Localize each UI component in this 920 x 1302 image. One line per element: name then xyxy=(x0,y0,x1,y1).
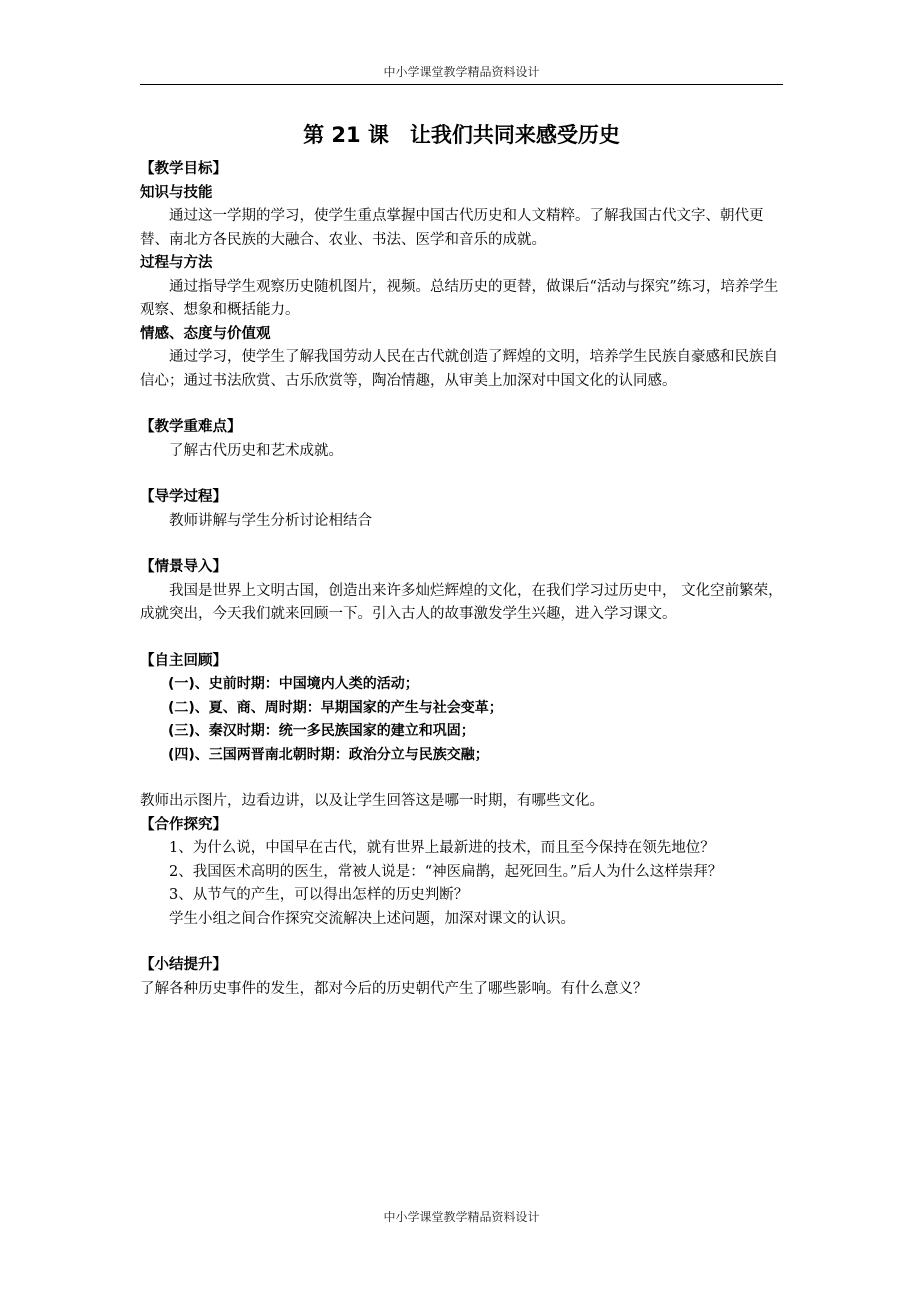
explore-question: 3、从节气的产生，可以得出怎样的历史判断？ xyxy=(169,887,469,903)
guide-heading: 【导学过程】 xyxy=(140,489,227,505)
key-points-text: 了解古代历史和艺术成就。 xyxy=(169,442,343,459)
summary-heading: 【小结提升】 xyxy=(140,957,227,973)
key-points-heading: 【教学重难点】 xyxy=(140,419,242,435)
knowledge-text: 通过这一学期的学习，使学生重点掌握中国古代历史和人文精粹。了解我国古代文字、朝代更替、南北方各民族的大融合、农业、书法、医学和音乐的成就。 xyxy=(140,208,764,248)
lesson-title: 第 21 课 让我们共同来感受历史 xyxy=(303,123,620,147)
review-item: (四)、三国两晋南北朝时期：政治分立与民族交融； xyxy=(168,746,489,763)
review-heading: 【自主回顾】 xyxy=(140,652,227,669)
knowledge-label: 知识与技能 xyxy=(140,184,213,201)
review-item: (二)、夏、商、周时期：早期国家的产生与社会变革； xyxy=(168,699,503,716)
page-header: 中小学课堂教学精品资料设计 xyxy=(140,63,783,85)
process-text: 通过指导学生观察历史随机图片，视频。总结历史的更替，做课后“活动与探究”练习，培养学生观察、想象和概括能力。 xyxy=(140,278,779,318)
explore-heading: 【合作探究】 xyxy=(140,816,227,833)
summary-text: 了解各种历史事件的发生，都对今后的历史朝代产生了哪些影响。有什么意义？ xyxy=(140,980,648,997)
explore-question: 2、我国医术高明的医生，常被人说是：“神医扁鹊，起死回生。”后人为什么这样崇拜？ xyxy=(169,863,723,880)
objectives-heading: 【教学目标】 xyxy=(140,161,227,177)
review-note: 教师出示图片，边看边讲，以及让学生回答这是哪一时期，有哪些文化。 xyxy=(140,793,604,809)
intro-heading: 【情景导入】 xyxy=(140,559,227,575)
emotion-text: 通过学习，使学生了解我国劳动人民在古代就创造了辉煌的文明，培养学生民族自豪感和民族自信心；通过书法欣赏、古乐欣赏等，陶冶情趣，从审美上加深对中国文化的认同感。 xyxy=(140,349,778,389)
intro-text: 我国是世界上文明古国，创造出来许多灿烂辉煌的文化，在我们学习过历史中， 文化空前繁荣，成就突出，今天我们就来回顾一下。引入古人的故事激发学生兴趣，进入学习课文。 xyxy=(140,582,783,622)
guide-text: 教师讲解与学生分析讨论相结合 xyxy=(169,512,372,529)
explore-note: 学生小组之间合作探究交流解决上述问题，加深对课文的认识。 xyxy=(169,910,575,927)
emotion-label: 情感、态度与价值观 xyxy=(140,325,271,342)
review-item: (一)、史前时期：中国境内人类的活动； xyxy=(168,676,419,692)
explore-question: 1、为什么说，中国早在古代，就有世界上最新进的技术，而且至今保持在领先地位？ xyxy=(169,840,715,856)
review-item: (三)、秦汉时期：统一多民族国家的建立和巩固； xyxy=(168,723,475,739)
page-footer: 中小学课堂教学精品资料设计 xyxy=(383,1210,540,1224)
process-label: 过程与方法 xyxy=(140,255,213,271)
document-body xyxy=(140,118,783,1001)
